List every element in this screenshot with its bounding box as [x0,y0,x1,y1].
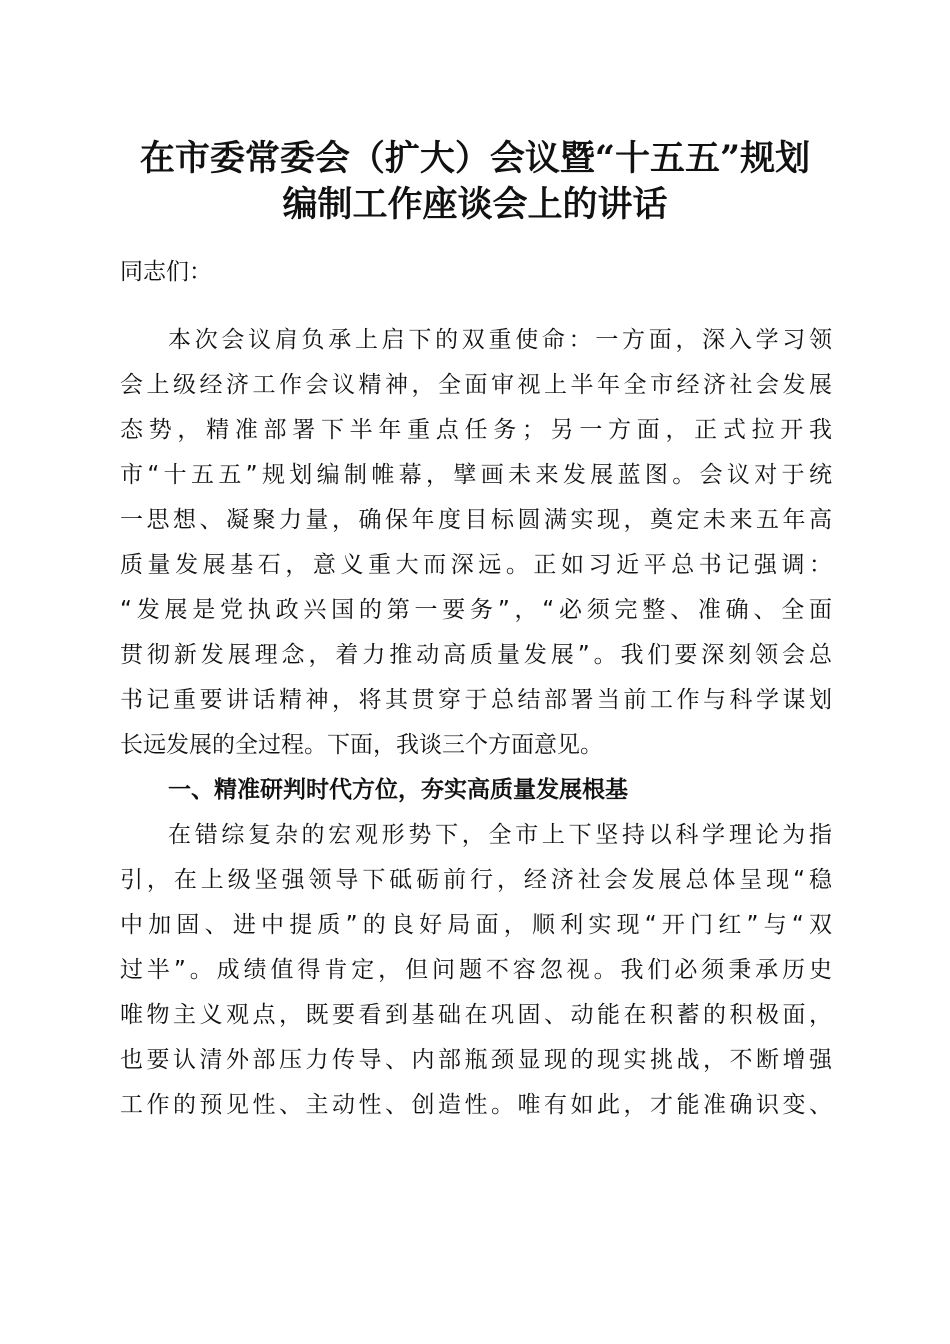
section-heading-1: 一、精准研判时代方位，夯实高质量发展根基 [168,777,628,803]
paragraph-1-line-10: 长远发展的全过程。下面，我谈三个方面意见。 [120,732,603,758]
paragraph-1-line-8: 贯彻新发展理念，着力推动高质量发展”。我们要深刻领会总 [120,642,832,668]
paragraph-1-line-3: 态势，精准部署下半年重点任务；另一方面，正式拉开我 [120,417,832,443]
paragraph-1-line-6: 质量发展基石，意义重大而深远。正如习近平总书记强调： [120,552,832,578]
paragraph-2-line-4: 过半”。成绩值得肯定，但问题不容忽视。我们必须秉承历史 [120,957,832,983]
title-line-1: 在市委常委会（扩大）会议暨“十五五”规划 [139,138,811,179]
paragraph-1-line-4: 市“十五五”规划编制帷幕，擘画未来发展蓝图。会议对于统 [120,462,832,488]
paragraph-2-line-5: 唯物主义观点，既要看到基础在巩固、动能在积蓄的积极面， [120,1002,832,1028]
paragraph-2-line-2: 引，在上级坚强领导下砥砺前行，经济社会发展总体呈现“稳 [120,867,832,893]
paragraph-2-line-3: 中加固、进中提质”的良好局面，顺利实现“开门红”与“双 [120,912,832,938]
paragraph-1-line-7: “发展是党执政兴国的第一要务”，“必须完整、准确、全面 [120,597,832,623]
salutation: 同志们： [120,259,212,285]
paragraph-2-line-1: 在错综复杂的宏观形势下，全市上下坚持以科学理论为指 [168,822,832,848]
paragraph-1-line-1: 本次会议肩负承上启下的双重使命：一方面，深入学习领 [168,327,832,353]
paragraph-1-line-2: 会上级经济工作会议精神，全面审视上半年全市经济社会发展 [120,372,832,398]
paragraph-1-line-5: 一思想、凝聚力量，确保年度目标圆满实现，奠定未来五年高 [120,507,832,533]
title-line-2: 编制工作座谈会上的讲话 [282,184,668,225]
paragraph-1-line-9: 书记重要讲话精神，将其贯穿于总结部署当前工作与科学谋划 [120,687,832,713]
paragraph-2-line-7: 工作的预见性、主动性、创造性。唯有如此，才能准确识变、 [120,1092,832,1118]
paragraph-2-line-6: 也要认清外部压力传导、内部瓶颈显现的现实挑战，不断增强 [120,1047,832,1073]
